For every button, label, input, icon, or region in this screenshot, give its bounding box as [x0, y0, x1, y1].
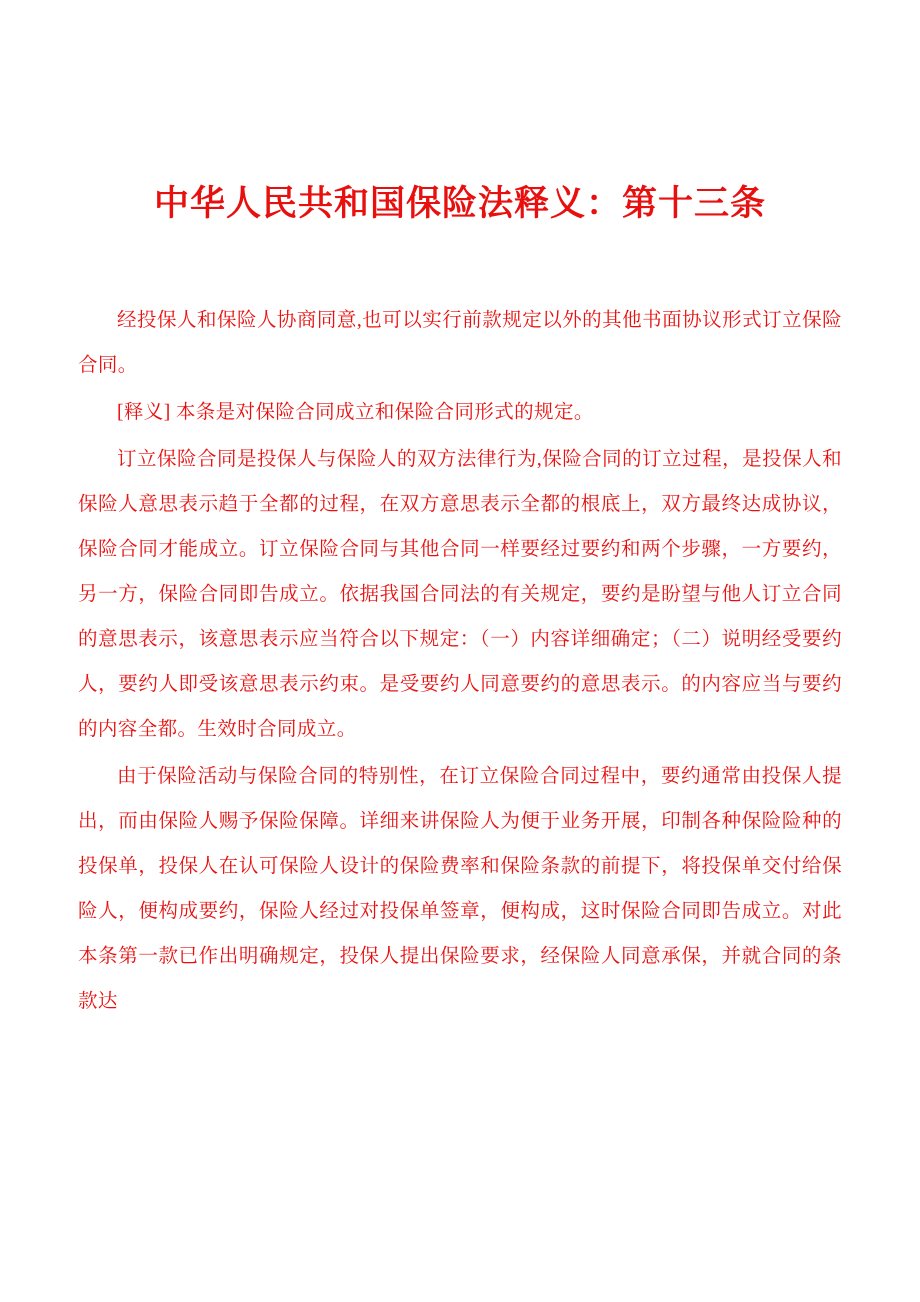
paragraph: 由于保险活动与保险合同的特别性，在订立保险合同过程中，要约通常由投保人提出，而由保险人赐予保险保障。详细来讲保险人为便于业务开展，印制各种保险险种的投保单，投保人在认可保险人设计的保险费率和保险条款的前提下，将投保单交付给保险人，便构成要约，保险人经过对投保单签章，便构成，这时保险合同即告成立。对此本条第一款已作出明确规定，投保人提出保险要求，经保险人同意承保，并就合同的条款达 — [78, 765, 842, 1012]
paragraph: 订立保险合同是投保人与保险人的双方法律行为,保险合同的订立过程，是投保人和保险人意思表示趋于全都的过程，在双方意思表示全都的根底上，双方最终达成协议，保险合同才能成立。订立保险合同与其他合同一样要经过要约和两个步骤，一方要约，另一方，保险合同即告成立。依据我国合同法的有关规定，要约是盼望与他人订立合同的意思表示，该意思表示应当符合以下规定：（一）内容详细确定；（二）说明经受要约人，要约人即受该意思表示约束。是受要约人同意要约的意思表示。的内容应当与要约的内容全都。生效时合同成立。 — [78, 448, 842, 740]
paragraph: 经投保人和保险人协商同意,也可以实行前款规定以外的其他书面协议形式订立保险合同。 — [78, 309, 842, 376]
paragraph: [释义] 本条是对保险合同成立和保险合同形式的规定。 — [117, 401, 594, 423]
document-body — [78, 298, 842, 1024]
page-title: 中华人民共和国保险法释义：第十三条 — [153, 184, 766, 223]
